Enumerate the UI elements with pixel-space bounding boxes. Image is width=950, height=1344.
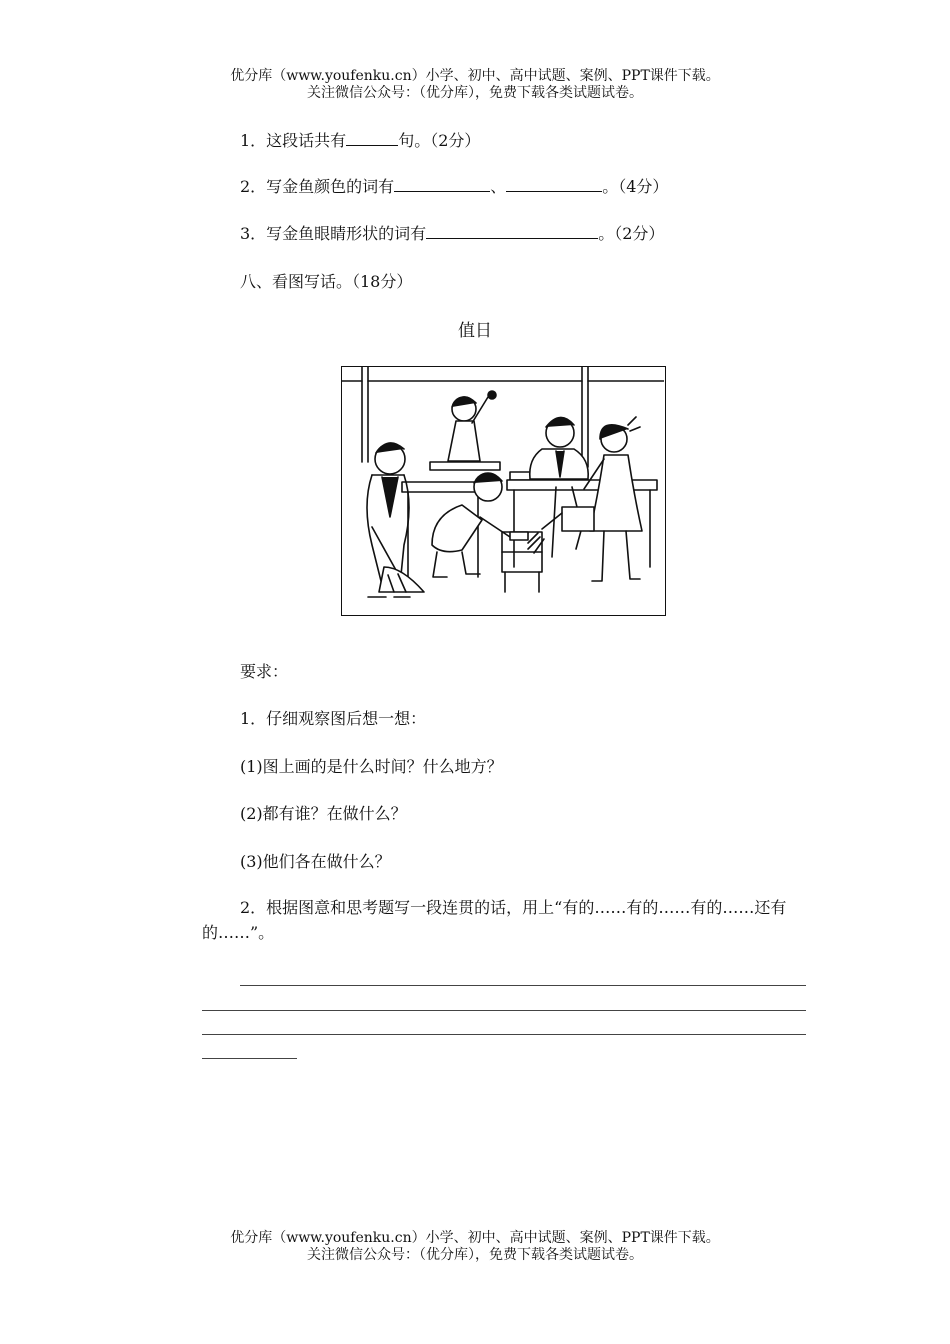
question-2-text: 2．写金鱼颜色的词有 [240, 177, 395, 196]
question-2 [240, 174, 668, 197]
footer-line-2: 关注微信公众号：（优分库），免费下载各类试题试卷。 [307, 1247, 643, 1263]
header-line-1: 优分库（www.youfenku.cn）小学、初中、高中试题、案例、PPT课件下载。 [230, 68, 720, 84]
classroom-duty-illustration [341, 366, 666, 616]
classroom-drawing [342, 367, 664, 614]
answer-blank-2b[interactable] [506, 177, 602, 192]
requirement-sub-2: (2)都有谁？在做什么？ [240, 804, 407, 823]
question-1-suffix: 句。（2分） [398, 131, 481, 150]
writing-line-4[interactable] [202, 1058, 297, 1059]
requirement-sub-3: (3)他们各在做什么？ [240, 852, 391, 871]
page-header [0, 68, 950, 102]
page-footer [0, 1230, 950, 1264]
footer-line-1: 优分库（www.youfenku.cn）小学、初中、高中试题、案例、PPT课件下载。 [230, 1230, 720, 1246]
answer-blank-3[interactable] [426, 224, 598, 239]
picture-title: 值日 [458, 321, 492, 341]
section-heading: 八、看图写话。（18分） [240, 272, 413, 291]
requirement-1: 1．仔细观察图后想一想： [240, 709, 427, 728]
writing-line-1[interactable] [240, 985, 806, 986]
answer-blank-2a[interactable] [394, 177, 490, 192]
writing-line-3[interactable] [202, 1034, 806, 1035]
writing-line-2[interactable] [202, 1010, 806, 1011]
question-3 [240, 221, 664, 244]
question-1 [240, 128, 480, 151]
answer-blank-1[interactable] [346, 131, 398, 146]
requirements-label: 要求： [240, 662, 289, 681]
question-2-sep: 、 [490, 177, 507, 196]
header-line-2: 关注微信公众号：（优分库），免费下载各类试题试卷。 [307, 85, 643, 101]
requirement-2: 2．根据图意和思考题写一段连贯的话，用上“有的……有的……有的……还有的……”。 [202, 898, 787, 942]
question-3-suffix: 。（2分） [598, 224, 665, 243]
question-3-text: 3．写金鱼眼睛形状的词有 [240, 224, 427, 243]
question-2-suffix: 。（4分） [602, 177, 669, 196]
question-1-text: 1．这段话共有 [240, 131, 347, 150]
requirement-sub-1: (1)图上画的是什么时间？什么地方？ [240, 757, 503, 776]
